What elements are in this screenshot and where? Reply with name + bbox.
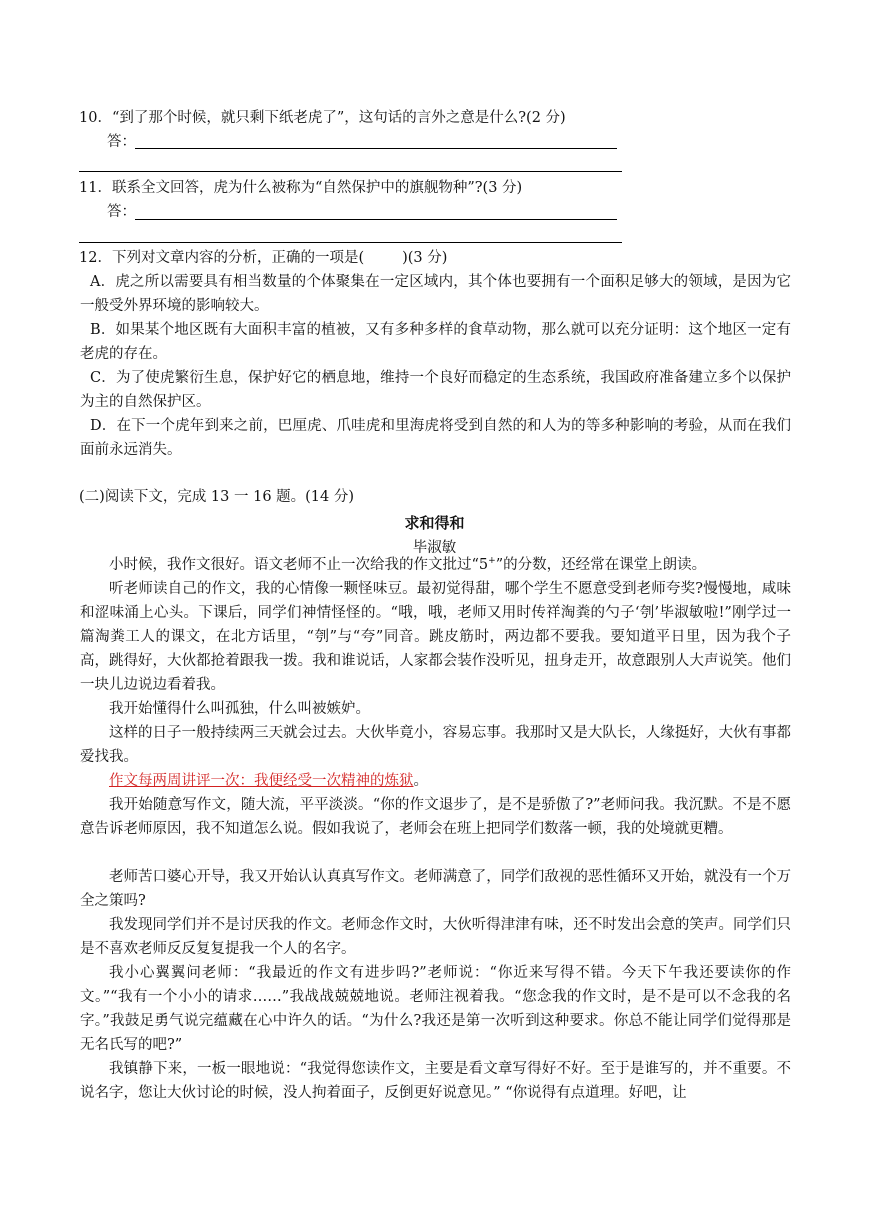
answer-line-10b[interactable] [79, 171, 622, 172]
option-d[interactable]: D．在下一个虎年到来之前，巴厘虎、爪哇虎和里海虎将受到自然的和人为的等多种影响的考验，从而在我们面前永远消失。 [80, 418, 791, 458]
paragraph-3: 我开始懂得什么叫孤独，什么叫被嫉妒。 [109, 701, 370, 717]
score-superscript: + [488, 556, 496, 567]
paragraph-1-text-b: ”的分数，还经常在课堂上朗读。 [495, 557, 707, 573]
answer-line-10a[interactable] [135, 148, 617, 149]
option-a[interactable]: A．虎之所以需要具有相当数量的个体聚集在一定区域内，其个体也要拥有一个面积足够大的领域，是因为它一般受外界环境的影响较大。 [80, 274, 791, 314]
paragraph-2: 听老师读自己的作文，我的心情像一颗怪味豆。最初觉得甜，哪个学生不愿意受到老师夸奖?慢慢地，咸味和涩味涌上心头。下课后，同学们神情怪怪的。“哦，哦，老师又用时传祥淘粪的勺子‘刳’毕淑敏啦!”刚学过一篇淘粪工人的课文，在北方话里，“刳”与“夸”同音。跳皮筋时，两边都不要我。要知道平日里，因为我个子高，跳得好，大伙都抢着跟我一拨。我和谁说话，人家都会装作没听见，扭身走开，故意跟别人大声说笑。他们一块儿边说边看着我。 [80, 581, 791, 693]
section-heading: (二)阅读下文，完成 13 一 16 题。(14 分) [79, 489, 355, 505]
paragraph-9: 我小心翼翼问老师：“我最近的作文有进步吗?”老师说：“你近来写得不错。今天下午我还要读你的作文。”“我有一个小小的请求……”我战战兢兢地说。老师注视着我。“您念我的作文时，是不是可以不念我的名字。”我鼓足勇气说完蕴藏在心中许久的话。“为什么?我还是第一次听到这种要求。你总不能让同学们觉得那是无名氏写的吧?” [80, 965, 791, 1053]
paragraph-8: 我发现同学们并不是讨厌我的作文。老师念作文时，大伙听得津津有味，还不时发出会意的笑声。同学们只是不喜欢老师反反复复提我一个人的名字。 [80, 917, 791, 957]
paragraph-10: 我镇静下来，一板一眼地说：“我觉得您读作文，主要是看文章写得好不好。至于是谁写的，并不重要。不说名字，您让大伙讨论的时候，没人拘着面子，反倒更好说意见。” “你说得有点道理。好吧，让 [80, 1061, 791, 1101]
paragraph-5-end: 。 [413, 773, 428, 789]
underlined-sentence: 作文每两周讲评一次：我便经受一次精神的炼狱 [109, 773, 414, 789]
answer-label-11: 答： [107, 204, 136, 220]
option-b[interactable]: B．如果某个地区既有大面积丰富的植被，又有多种多样的食草动物，那么就可以充分证明：这个地区一定有老虎的存在。 [80, 322, 791, 362]
question-10-text: 10．“到了那个时候，就只剩下纸老虎了”，这句话的言外之意是什么?(2 分) [79, 110, 566, 126]
question-12-stem-text: 12．下列对文章内容的分析，正确的一项是( [79, 250, 365, 266]
paragraph-5 [80, 769, 791, 793]
paragraph-1 [80, 553, 791, 577]
option-c[interactable]: C．为了使虎繁衍生息，保护好它的栖息地，维持一个良好而稳定的生态系统，我国政府准备建立多个以保护为主的自然保护区。 [80, 370, 791, 410]
paragraph-6: 我开始随意写作文，随大流，平平淡淡。“你的作文退步了，是不是骄傲了?”老师问我。我沉默。不是不愿意告诉老师原因，我不知道怎么说。假如我说了，老师会在班上把同学们数落一顿，我的处境就更糟。 [80, 797, 791, 837]
article-author: 毕淑敏 [412, 540, 457, 556]
paragraph-1-text-a: 小时候，我作文很好。语文老师不止一次给我的作文批过“5 [109, 557, 489, 573]
answer-line-11a[interactable] [135, 219, 617, 220]
article-title: 求和得和 [404, 514, 465, 532]
question-12-points: )(3 分) [402, 250, 448, 266]
question-11-text: 11．联系全文回答，虎为什么被称为“自然保护中的旗舰物种”?(3 分) [79, 180, 523, 196]
paragraph-7: 老师苦口婆心开导，我又开始认认真真写作文。老师满意了，同学们敌视的恶性循环又开始，就没有一个万全之策吗? [80, 869, 791, 909]
answer-label-10: 答： [107, 134, 136, 150]
question-12-stem [79, 246, 791, 270]
paragraph-4: 这样的日子一般持续两三天就会过去。大伙毕竟小，容易忘事。我那时又是大队长，人缘挺好，大伙有事都爱找我。 [80, 725, 791, 765]
answer-line-11b[interactable] [79, 242, 622, 243]
